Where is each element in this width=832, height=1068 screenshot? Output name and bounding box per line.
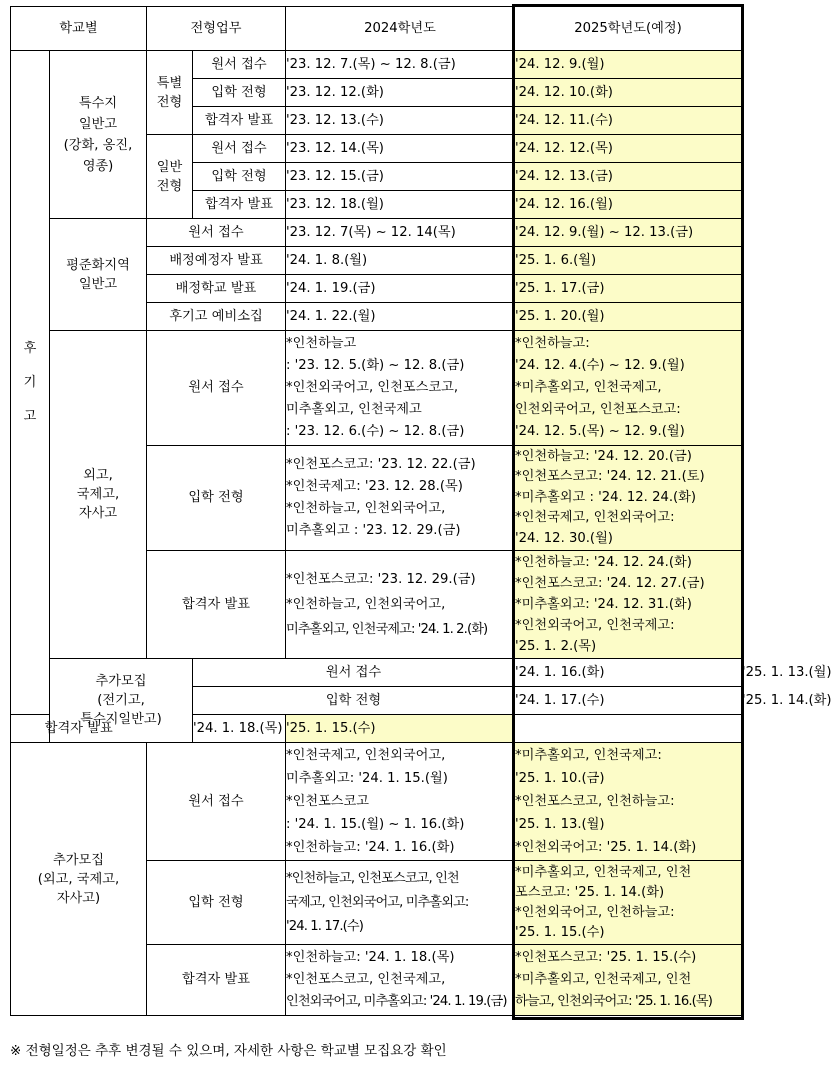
date-2024: *인천포스코고: '23. 12. 29.(금) *인천하늘고, 인천외국어고, 미추홀외고, 인천국제고: '24. 1. 2.(화): [286, 551, 515, 659]
task-cell: 합격자 발표: [193, 107, 286, 135]
date-2024: '23. 12. 12.(화): [286, 79, 515, 107]
date-2025: '25. 1. 6.(월): [515, 247, 742, 275]
task-cell: 원서 접수: [193, 135, 286, 163]
task-cell: 원서 접수: [147, 331, 286, 446]
date-2025: *인천하늘고: '24. 12. 20.(금) *인천포스코고: '24. 12. 21.(토) *미추홀외고 : '24. 12. 24.(화) *인천국제고, 인천외국어고: '24. 12. 30.(월): [515, 446, 742, 551]
date-2025: *미추홀외고, 인천국제고: '25. 1. 10.(금) *인천포스코고, 인천하늘고: '25. 1. 13.(월) *인천외국어고: '25. 1. 14.(화): [515, 743, 742, 861]
task-cell: 원서 접수: [147, 219, 286, 247]
date-2024: '23. 12. 18.(월): [286, 191, 515, 219]
date-2024: *인천하늘고 : '23. 12. 5.(화) ~ 12. 8.(금) *인천외국어고, 인천포스코고, 미추홀외고, 인천국제고 : '23. 12. 6.(수) ~ 12. 8.(금): [286, 331, 515, 446]
general-track-label: 일반 전형: [147, 135, 193, 219]
date-2024: '24. 1. 22.(월): [286, 303, 515, 331]
date-2024: *인천포스코고: '23. 12. 22.(금) *인천국제고: '23. 12. 28.(목) *인천하늘고, 인천외국어고, 미추홀외고 : '23. 12. 29.(금): [286, 446, 515, 551]
equalized-school-label: 평준화지역 일반고: [50, 219, 147, 331]
date-2025: '25. 1. 20.(월): [515, 303, 742, 331]
date-2024: '24. 1. 8.(월): [286, 247, 515, 275]
task-cell: 입학 전형: [147, 861, 286, 945]
date-2025: '24. 12. 10.(화): [515, 79, 742, 107]
date-2025: *인천포스코고: '25. 1. 15.(수) *미추홀외고, 인천국제고, 인천 하늘고, 인천외국어고: '25. 1. 16.(목): [515, 945, 742, 1016]
date-2024: '24. 1. 16.(화): [515, 659, 742, 687]
date-2025: '24. 12. 9.(월) ~ 12. 13.(금): [515, 219, 742, 247]
task-cell: 원서 접수: [147, 743, 286, 861]
task-cell: 후기고 예비소집: [147, 303, 286, 331]
table-row: [11, 51, 742, 79]
table-row: 입학 전형 '24. 1. 17.(수) '25. 1. 14.(화): [11, 687, 742, 715]
date-2024: '24. 1. 18.(목): [193, 715, 286, 743]
date-2025: '24. 12. 12.(목): [515, 135, 742, 163]
date-2024: '23. 12. 13.(수): [286, 107, 515, 135]
table-row: 추가모집 (전기고, 특수지일반고) 원서 접수 '24. 1. 16.(화) '25. 1. 13.(월): [11, 659, 742, 687]
date-2024: '24. 1. 17.(수): [515, 687, 742, 715]
task-cell: 원서 접수: [193, 659, 515, 687]
task-cell: 합격자 발표: [147, 551, 286, 659]
date-2024: *인천국제고, 인천외국어고, 미추홀외고: '24. 1. 15.(월) *인천포스코고 : '24. 1. 15.(월) ~ 1. 16.(화) *인천하늘고: '24. 1. 16.(화): [286, 743, 515, 861]
date-2024: '23. 12. 7(목) ~ 12. 14(목): [286, 219, 515, 247]
task-cell: 입학 전형: [193, 79, 286, 107]
date-2025: '25. 1. 15.(수): [286, 715, 515, 743]
special-region-school-label: 특수지 일반고 (강화, 옹진, 영종): [50, 51, 147, 219]
admission-schedule-table: [10, 6, 832, 1016]
task-cell: 입학 전형: [193, 163, 286, 191]
date-2025: *인천하늘고: '24. 12. 24.(화) *인천포스코고: '24. 12. 27.(금) *미추홀외고: '24. 12. 31.(화) *인천외국어고, 인천국제고: '25. 1. 2.(목): [515, 551, 742, 659]
header-2025: 2025학년도(예정): [515, 7, 742, 51]
additional-recruit-1-label: 추가모집 (전기고, 특수지일반고): [50, 659, 193, 743]
task-cell: 입학 전형: [193, 687, 515, 715]
date-2025: *인천하늘고: '24. 12. 4.(수) ~ 12. 9.(월) *미추홀외고, 인천국제고, 인천외국어고, 인천포스코고: '24. 12. 5.(목) ~ 12. 9.(월): [515, 331, 742, 446]
date-2025: '24. 12. 13.(금): [515, 163, 742, 191]
date-2025: '24. 12. 11.(수): [515, 107, 742, 135]
date-2024: '23. 12. 7.(목) ~ 12. 8.(금): [286, 51, 515, 79]
footnote: ※ 전형일정은 추후 변경될 수 있으며, 자세한 사항은 학교별 모집요강 확인: [10, 1043, 447, 1059]
special-track-label: 특별 전형: [147, 51, 193, 135]
table-row: [11, 331, 742, 446]
header-school: 학교별: [11, 7, 147, 51]
date-2024: '23. 12. 15.(금): [286, 163, 515, 191]
task-cell: 원서 접수: [193, 51, 286, 79]
date-2025: *미추홀외고, 인천국제고, 인천 포스코고: '25. 1. 14.(화) *인천외국어고, 인천하늘고: '25. 1. 15.(수): [515, 861, 742, 945]
task-cell: 합격자 발표: [193, 191, 286, 219]
date-2025: '24. 12. 16.(월): [515, 191, 742, 219]
date-2025: '25. 1. 17.(금): [515, 275, 742, 303]
task-cell: 합격자 발표: [147, 945, 286, 1016]
header-row: [11, 7, 742, 51]
additional-recruit-2-label: 추가모집 (외고, 국제고, 자사고): [11, 743, 147, 1016]
table-row: [11, 219, 742, 247]
task-cell: 배정예정자 발표: [147, 247, 286, 275]
task-cell: 입학 전형: [147, 446, 286, 551]
foreign-intl-autonomous-label: 외고, 국제고, 자사고: [50, 331, 147, 659]
date-2024: '23. 12. 14.(목): [286, 135, 515, 163]
header-task: 전형업무: [147, 7, 286, 51]
date-2024: *인천하늘고, 인천포스코고, 인천 국제고, 인천외국어고, 미추홀외고: '24. 1. 17.(수): [286, 861, 515, 945]
hugi-label: 후 기 고: [11, 51, 50, 715]
date-2024: '24. 1. 19.(금): [286, 275, 515, 303]
date-2025: '24. 12. 9.(월): [515, 51, 742, 79]
task-cell: 배정학교 발표: [147, 275, 286, 303]
task-cell: 합격자 발표: [11, 715, 147, 743]
header-2024: 2024학년도: [286, 7, 515, 51]
table-row: [11, 743, 742, 861]
date-2024: *인천하늘고: '24. 1. 18.(목) *인천포스코고, 인천국제고, 인천외국어고, 미추홀외고: '24. 1. 19.(금): [286, 945, 515, 1016]
